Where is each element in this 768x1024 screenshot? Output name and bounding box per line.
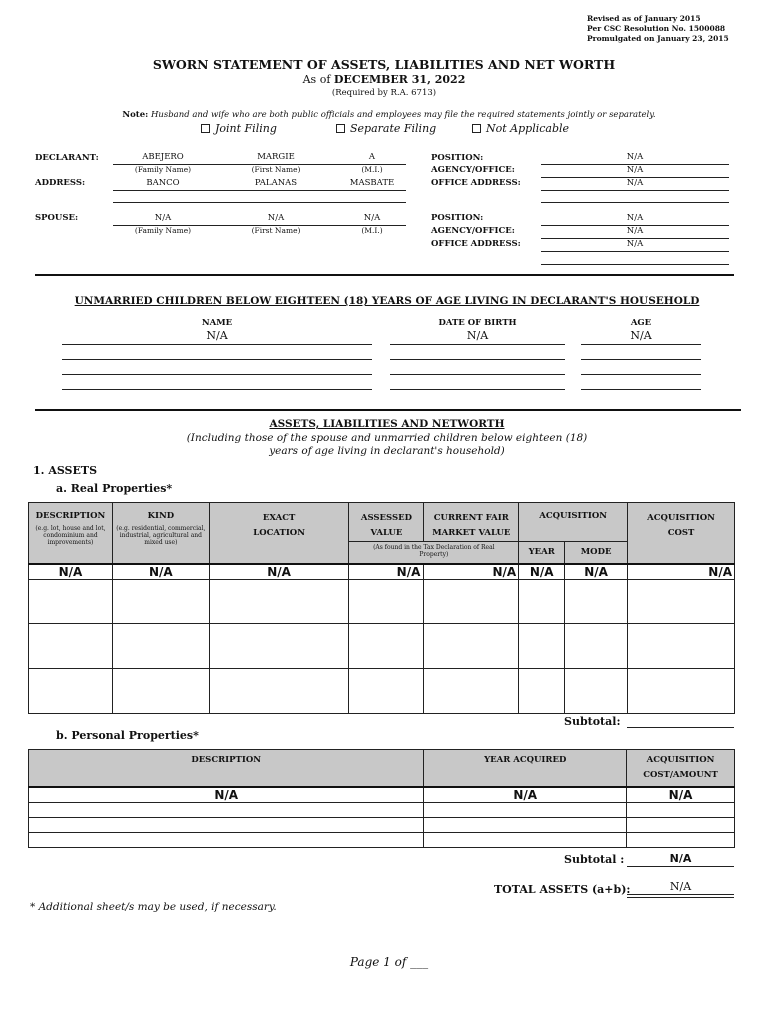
page-number: Page 1 of ___ [349,955,429,969]
cost-amount-header [627,750,735,787]
assets-label: 1. ASSETS [33,464,98,477]
declarant-label: DECLARANT: [35,153,99,163]
section-divider-1 [35,274,734,276]
not-applicable-label: Not Applicable [486,122,570,135]
resolution-text: Per CSC Resolution No. 1500088 [587,24,726,33]
empty-cell[interactable] [29,833,424,848]
assets-heading: ASSETS, LIABILITIES AND NETWORTH [269,418,505,430]
spouse-mi-caption: (M.I.) [361,226,383,235]
spouse-first-caption: (First Name) [251,226,301,235]
empty-cell[interactable] [112,669,209,714]
table-row [29,669,735,714]
declarant-mi[interactable]: A [368,152,376,162]
spouse-position-label: POSITION: [431,213,484,223]
empty-cell[interactable] [627,803,735,818]
location-header [209,503,349,564]
empty-cell[interactable] [29,580,113,624]
empty-cell[interactable] [627,833,735,848]
spouse-office-line-2 [541,264,729,265]
separate-filing-checkbox[interactable] [336,122,436,135]
address-line-2 [113,202,406,203]
position-label: POSITION: [431,153,484,163]
declarant-family-name[interactable]: ABEJERO [142,152,184,162]
empty-cell[interactable] [112,624,209,669]
empty-cell[interactable] [29,624,113,669]
declarant-agency[interactable]: N/A [626,165,644,175]
mode-header: MODE [565,542,628,564]
family-name-caption: (Family Name) [134,165,192,174]
agency-label: AGENCY/OFFICE: [431,165,515,175]
empty-cell[interactable] [209,624,349,669]
table-row [29,818,735,833]
joint-filing-label: Joint Filing [215,122,277,135]
empty-cell[interactable] [565,624,628,669]
fmv-header [424,503,519,542]
child-entry-line [62,344,372,345]
real-subtotal-line[interactable] [627,727,734,728]
total-assets-value[interactable]: N/A [669,880,692,893]
spouse-agency-label: AGENCY/OFFICE: [431,226,515,236]
spouse-office-address[interactable]: N/A [626,239,644,249]
required-by: (Required by R.A. 6713) [331,88,437,98]
personal-properties-label: b. Personal Properties* [56,729,199,742]
child-entry-line [581,344,701,345]
empty-cell[interactable] [628,624,735,669]
empty-cell[interactable] [349,580,424,624]
empty-cell[interactable] [112,580,209,624]
revised-text: Revised as of January 2015 [587,14,701,23]
first-name-caption: (First Name) [251,165,301,174]
empty-cell[interactable] [565,580,628,624]
personal-subtotal-value[interactable]: N/A [669,852,692,865]
empty-cell[interactable] [628,669,735,714]
footnote: * Additional sheet/s may be used, if necessary. [30,901,277,913]
section-divider-2 [35,409,741,411]
real-properties-table [28,502,735,714]
form-title: SWORN STATEMENT OF ASSETS, LIABILITIES AND NET WORTH [152,57,616,72]
empty-cell[interactable] [349,624,424,669]
declarant-position[interactable]: N/A [626,152,644,162]
empty-cell[interactable] [628,580,735,624]
empty-cell[interactable] [209,669,349,714]
personal-properties-table [28,749,735,848]
revision-info [587,14,729,44]
real-subtotal-label: Subtotal: [564,715,621,728]
table-row [29,580,735,624]
personal-subtotal-label: Subtotal : [564,853,625,866]
empty-cell[interactable] [519,669,565,714]
address-label: ADDRESS: [35,178,86,188]
note-text: Husband and wife who are both public officials and employees may file the required statements jointly or separately. [150,110,656,120]
total-assets-double-line [627,894,734,898]
child-entry-line [390,389,565,390]
empty-cell[interactable] [349,669,424,714]
year-acquired-header: YEAR ACQUIRED [424,750,627,787]
spouse-label: SPOUSE: [35,213,79,223]
mi-caption: (M.I.) [361,165,383,174]
fmv-header-1: CURRENT FAIR [433,513,509,523]
kind-header-text: KIND [147,511,175,521]
child-age[interactable]: N/A [630,329,652,342]
empty-cell[interactable] [424,818,627,833]
kind-header [112,503,209,564]
declarant-first-name[interactable]: MARGIE [257,152,295,162]
spouse-first-name[interactable]: N/A [267,213,285,223]
note-label: Note: [122,110,149,120]
table-row [29,624,735,669]
empty-cell[interactable] [519,580,565,624]
real-assessed-cell[interactable]: N/A [349,564,424,580]
personal-description-cell[interactable]: N/A [29,787,424,803]
not-applicable-checkbox[interactable] [472,122,569,135]
empty-cell[interactable] [565,669,628,714]
cost-amount-header-2: COST/AMOUNT [643,770,718,780]
spouse-family-name[interactable]: N/A [154,213,172,223]
acquisition-cost-header [628,503,735,564]
note [0,110,768,120]
description-header-note: (e.g. lot, house and lot, condominium and improvements) [35,525,106,546]
declarant-office-address[interactable]: N/A [626,178,644,188]
spouse-office-address-label: OFFICE ADDRESS: [431,239,521,249]
table-row [29,833,735,848]
spouse-agency[interactable]: N/A [626,226,644,236]
child-entry-line [390,344,565,345]
joint-filing-checkbox[interactable] [201,122,277,135]
real-mode-cell[interactable]: N/A [565,564,628,580]
empty-cell[interactable] [424,669,519,714]
location-header-1: EXACT [262,513,296,523]
as-of-line [0,73,768,86]
address-province[interactable]: MASBATE [349,178,395,188]
spouse-office-line-1 [541,251,729,252]
spouse-position[interactable]: N/A [626,213,644,223]
office-address-line-1 [541,190,729,191]
empty-cell[interactable] [519,624,565,669]
personal-cost-cell[interactable]: N/A [627,787,735,803]
as-of-prefix: As of [302,73,331,86]
total-assets-label: TOTAL ASSETS (a+b): [494,883,631,896]
child-dob[interactable]: N/A [466,329,489,342]
personal-subtotal-line [627,866,734,867]
personal-description-header: DESCRIPTION [29,750,424,787]
child-entry-line [390,374,565,375]
acq-cost-header-2: COST [667,528,695,538]
acq-cost-header-1: ACQUISITION [647,513,715,523]
tax-declaration-note: (As found in the Tax Declaration of Real Property) [349,542,519,564]
children-name-header: NAME [201,318,233,328]
spouse-family-caption: (Family Name) [134,226,192,235]
address-municipality[interactable]: PALANAS [254,178,298,188]
assessed-header [349,503,424,542]
year-header: YEAR [519,542,565,564]
real-location-cell[interactable]: N/A [209,564,349,580]
empty-cell[interactable] [209,580,349,624]
separate-filing-label: Separate Filing [350,122,437,135]
address-barangay[interactable]: BANCO [146,178,180,188]
empty-cell[interactable] [424,803,627,818]
real-cost-cell[interactable]: N/A [628,564,735,580]
checkbox-icon [336,124,345,133]
empty-cell[interactable] [424,833,627,848]
empty-cell[interactable] [29,669,113,714]
empty-cell[interactable] [627,818,735,833]
empty-cell[interactable] [424,624,519,669]
acquisition-header: ACQUISITION [519,503,628,542]
description-header-text: DESCRIPTION [35,511,106,521]
children-dob-header: DATE OF BIRTH [438,318,517,328]
as-of-date: DECEMBER 31, 2022 [333,73,466,86]
child-entry-line [581,374,701,375]
child-entry-line [581,389,701,390]
empty-cell[interactable] [29,803,424,818]
child-entry-line [62,374,372,375]
real-properties-label: a. Real Properties* [56,482,173,495]
child-entry-line [62,389,372,390]
promulgated-text: Promulgated on January 23, 2015 [587,34,729,43]
real-fmv-cell[interactable]: N/A [424,564,519,580]
fmv-header-2: MARKET VALUE [432,528,511,538]
assets-sub-1: (Including those of the spouse and unmarried children below eighteen (18) [186,432,588,444]
child-entry-line [62,359,372,360]
office-address-label: OFFICE ADDRESS: [431,178,521,188]
children-age-header: AGE [630,318,652,328]
checkbox-icon [472,124,481,133]
real-description-cell[interactable]: N/A [29,564,113,580]
table-row [29,803,735,818]
child-entry-line [581,359,701,360]
checkbox-icon [201,124,210,133]
table-row [29,787,735,803]
personal-year-cell[interactable]: N/A [424,787,627,803]
table-row [29,564,735,580]
assessed-header-1: ASSESSED [360,513,412,523]
cost-amount-header-1: ACQUISITION [646,755,715,765]
location-header-2: LOCATION [253,528,305,538]
empty-cell[interactable] [29,818,424,833]
assessed-header-2: VALUE [370,528,403,538]
kind-header-note: (e.g. residential, commercial, industrial, agricultural and mixed use) [116,525,206,546]
description-header [29,503,113,564]
address-line-1 [113,190,406,191]
child-name[interactable]: N/A [206,329,228,342]
assets-sub-2: years of age living in declarant's household) [269,445,505,457]
children-heading: UNMARRIED CHILDREN BELOW EIGHTEEN (18) YEARS OF AGE LIVING IN DECLARANT'S HOUSEHOLD [74,295,700,307]
empty-cell[interactable] [424,580,519,624]
spouse-mi[interactable]: N/A [363,213,381,223]
office-address-line-2 [541,202,729,203]
real-kind-cell[interactable]: N/A [112,564,209,580]
real-year-cell[interactable]: N/A [519,564,565,580]
child-entry-line [390,359,565,360]
